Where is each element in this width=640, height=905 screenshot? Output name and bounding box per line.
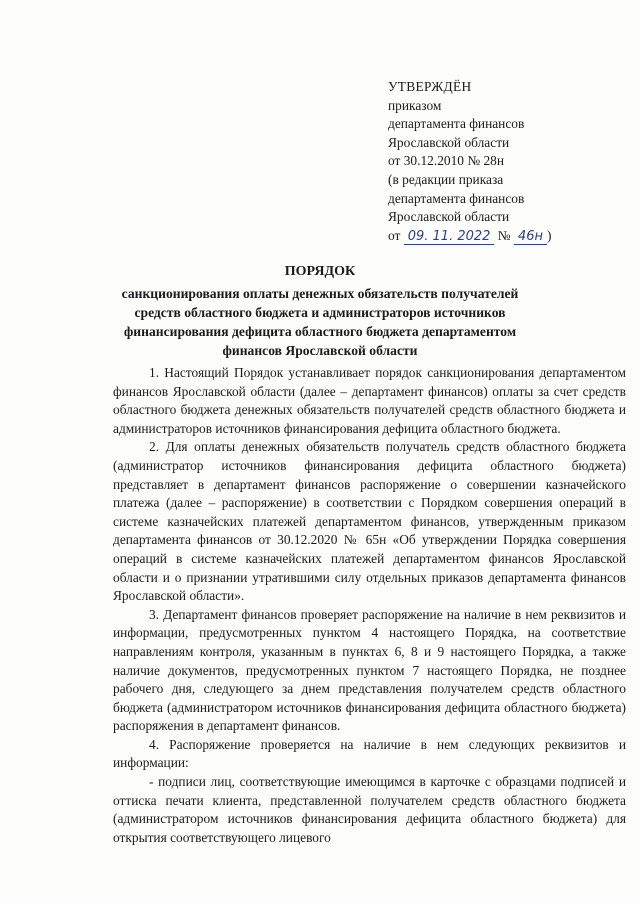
paragraph-1: 1. Настоящий Порядок устанавливает порядок санкционирования департаментом финансов Ярославской области (далее – департамент финансов) оплаты за счет средств областного бюджета денежных обязательств получателей средств областного бюджета и администраторов источников финансирования дефицита областного бюджета. (113, 365, 626, 436)
paragraph-4-item: - подписи лиц, соответствующие имеющимся в карточке с образцами подписей и оттиска печати клиента, представленной получателем средств областного бюджета (администратором источников финансирования дефицита областного бюджета) для открытия соответствующего лицевого (113, 774, 626, 845)
subtitle-line: финансирования дефицита областного бюджета департаментом (123, 324, 517, 339)
approval-line: от 30.12.2010 № 28н (388, 153, 505, 169)
paragraph-3: 3. Департамент финансов проверяет распоряжение на наличие в нем реквизитов и информации, предусмотренных пунктом 4 настоящего Порядка, на соответствие направлениям контроля, указанным в пунктах 6, 8 и 9 настоящего Порядка, а также наличие документов, предусмотренных пунктом 7 настоящего Порядка, не позднее рабочего дня, следующего за днем представления получателем средств областного бюджета (администратором источников финансирования дефицита областного бюджета) распоряжения в департамент финансов. (113, 606, 626, 734)
document-subtitle (0, 284, 640, 360)
paragraph-4: 4. Распоряжение проверяется на наличие в нем следующих реквизитов и информации: (113, 736, 626, 771)
handwritten-number: 46н (514, 230, 547, 245)
paragraph-2: 2. Для оплаты денежных обязательств получатель средств областного бюджета (администратор источников финансирования дефицита областного бюджета) представляет в департамент финансов распоряжение о совершении казначейского платежа (далее – распоряжение) в соответствии с Порядком совершения операций в системе казначейских платежей департаментом финансов, утвержденным приказом департамента финансов от 30.12.2020 № 65н «Об утверждении Порядка совершения операций в системе казначейских платежей департаментом финансов Ярославской области и о признании утратившими силу отдельных приказов департамента финансов Ярославской области». (113, 439, 626, 604)
approval-line: департамента финансов (388, 190, 525, 206)
subtitle-line: средств областного бюджета и администраторов источников (134, 305, 506, 320)
approval-line: департамента финансов (388, 116, 525, 132)
handwritten-date: 09. 11. 2022 (404, 230, 495, 245)
subtitle-line: санкционирования оплаты денежных обязательств получателей (121, 286, 519, 301)
approval-line: (в редакции приказа (388, 171, 504, 187)
document-title: ПОРЯДОК (284, 264, 356, 279)
approval-line: Ярославской области (388, 209, 510, 225)
approval-heading: УТВЕРЖДЁН (388, 79, 472, 94)
sig-prefix: от (388, 227, 401, 243)
approval-line: Ярославской области (388, 134, 510, 150)
sig-number-label: № (497, 227, 511, 243)
subtitle-line: финансов Ярославской области (222, 343, 418, 358)
signature-line: от 09. 11. 2022 № 46н ) (388, 227, 552, 244)
approval-line: приказом (388, 97, 442, 113)
approval-block (388, 78, 551, 245)
document-body (113, 364, 626, 847)
